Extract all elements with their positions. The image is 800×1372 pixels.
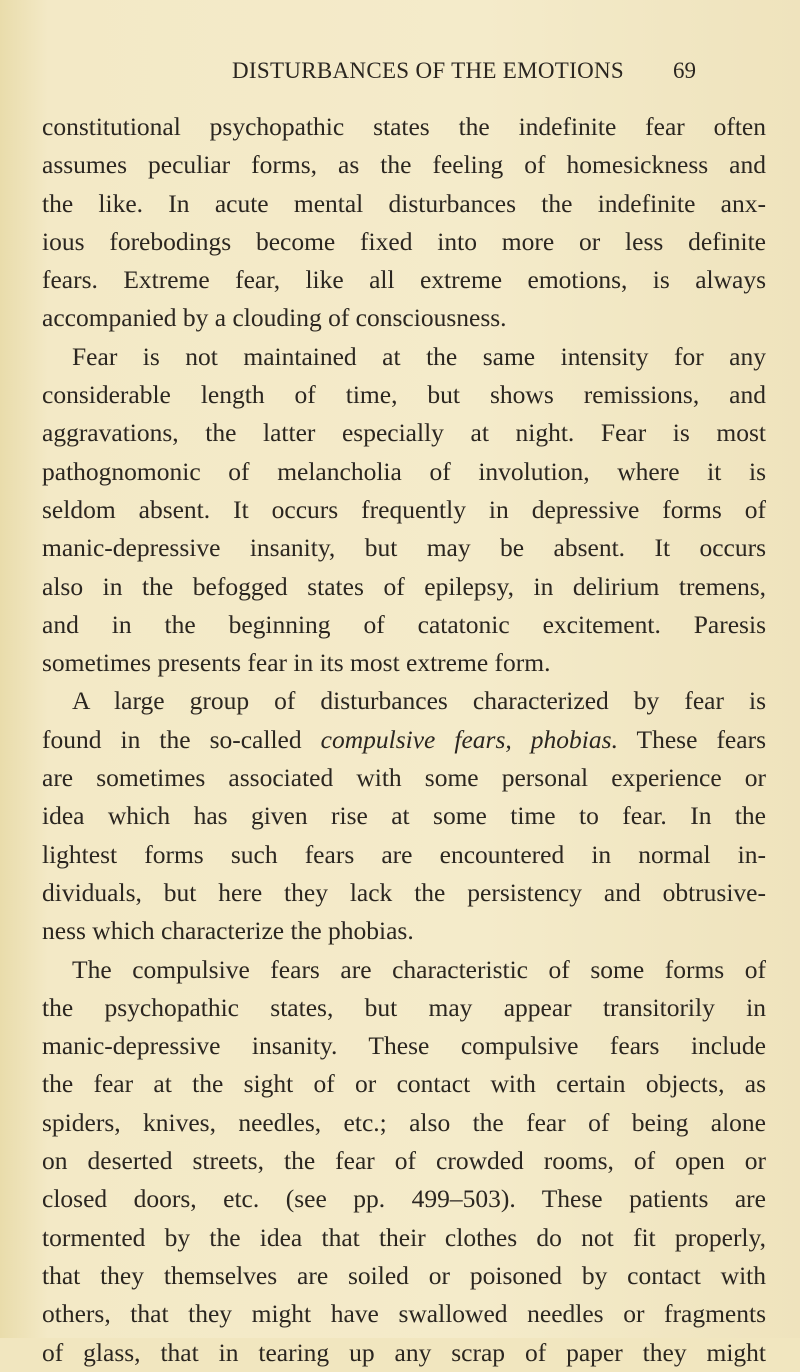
text-line: and in the beginning of catatonic excitement. Paresis [42,609,766,639]
text-line: sometimes presents fear in its most extreme form. [42,648,551,678]
italic-term: compulsive fears, phobias. [320,724,618,754]
text-line: seldom absent. It occurs frequently in depressive forms of [42,494,766,524]
text-line: tormented by the idea that their clothes do not fit properly, [42,1222,766,1252]
text-line: lightest forms such fears are encountered in normal in- [42,839,766,869]
page-number: 69 [673,58,696,83]
text-line: assumes peculiar forms, as the feeling of homesickness and [42,150,766,180]
text-line: others, that they might have swallowed needles or fragments [42,1299,766,1329]
text-line: the fear at the sight of or contact with certain objects, as [42,1069,766,1099]
text-line: closed doors, etc. (see pp. 499–503). These patients are [42,1184,766,1214]
text-line: A large group of disturbances characterized by fear is [72,686,766,716]
text-line: fears. Extreme fear, like all extreme emotions, is always [42,265,766,295]
body-text [42,108,766,1372]
text-line: of glass, that in tearing up any scrap of paper they might [42,1337,766,1367]
text-line: aggravations, the latter especially at night. Fear is most [42,418,766,448]
text-segment: found in the so-called [42,724,321,754]
text-line: on deserted streets, the fear of crowded rooms, of open or [42,1146,766,1176]
text-line: spiders, knives, needles, etc.; also the fear of being alone [42,1107,766,1137]
text-line: The compulsive fears are characteristic of some forms of [72,954,766,984]
text-line: accompanied by a clouding of consciousness. [42,303,507,333]
text-segment: These fears [617,724,766,754]
text-line: that they themselves are soiled or poisoned by contact with [42,1260,766,1290]
text-line: considerable length of time, but shows remissions, and [42,380,766,410]
text-line: constitutional psychopathic states the indefinite fear often [42,112,766,141]
text-line: also in the befogged states of epilepsy, in delirium tremens, [42,571,766,601]
text-line: are sometimes associated with some personal experience or [42,763,766,793]
text-line: the like. In acute mental disturbances the indefinite anx- [42,188,766,218]
text-line: ious forebodings become fixed into more or less definite [42,226,766,256]
text-line: idea which has given rise at some time to fear. In the [42,801,766,831]
text-line: manic-depressive insanity, but may be absent. It occurs [42,533,766,563]
text-line: Fear is not maintained at the same intensity for any [72,341,766,371]
text-line: the psychopathic states, but may appear transitorily in [42,992,766,1022]
page-header [0,58,800,88]
text-line: manic-depressive insanity. These compulsive fears include [42,1031,766,1061]
running-head: DISTURBANCES OF THE EMOTIONS [232,58,624,83]
text-line: pathognomonic of melancholia of involution, where it is [42,456,766,486]
text-line: dividuals, but here they lack the persistency and obtrusive- [42,877,766,907]
text-line: ness which characterize the phobias. [42,916,414,946]
text-line [42,721,766,759]
